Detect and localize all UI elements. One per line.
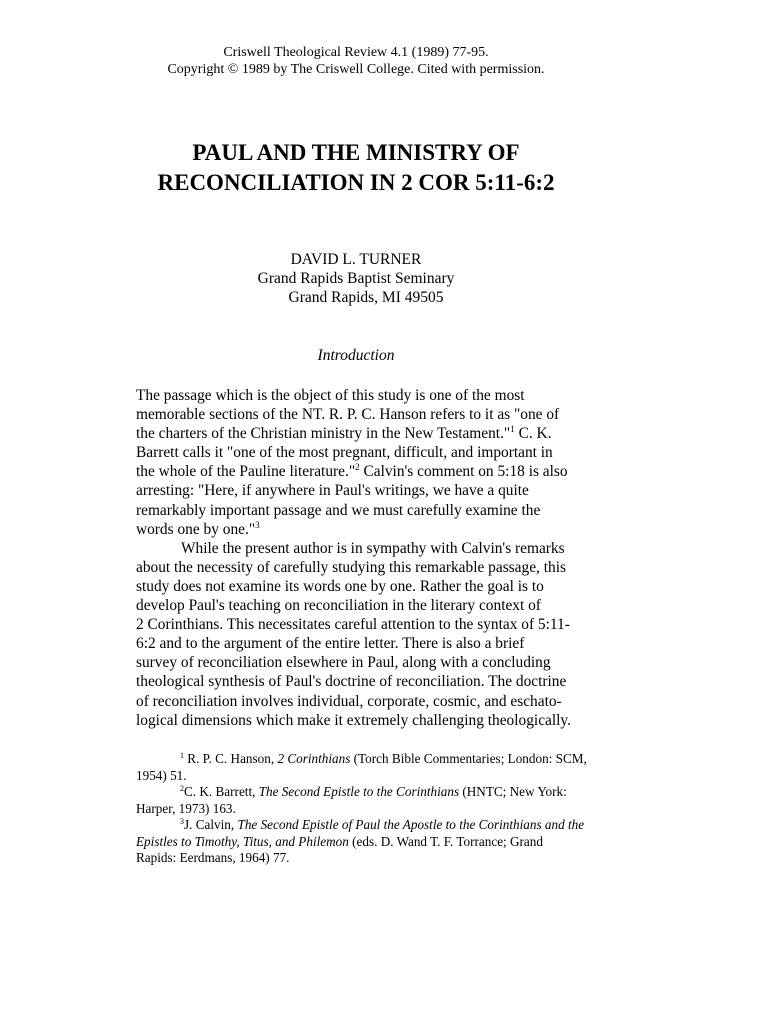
footnote-title: Epistles to Timothy, Titus, and Philemon (136, 833, 349, 849)
copyright-notice: Copyright © 1989 by The Criswell College. Cited with permission. (167, 62, 545, 77)
footnote-2 (136, 784, 616, 801)
body-line: 2 Corinthians. This necessitates careful attention to the syntax of 5:11- (136, 616, 570, 634)
footnote-number: 3 (180, 817, 184, 826)
article-title (0, 138, 712, 198)
author-institution: Grand Rapids Baptist Seminary (257, 270, 455, 287)
footnote-ref[interactable]: 1 (510, 424, 515, 435)
body-line: Barrett calls it "one of the most pregnant, difficult, and important in (136, 444, 553, 462)
body-line: The passage which is the object of this study is one of the most (136, 387, 525, 404)
title-line-2: RECONCILIATION IN 2 COR 5:11-6:2 (157, 170, 555, 195)
body-line (136, 424, 596, 443)
body-line (136, 520, 596, 539)
body-line: study does not examine its words one by one. Rather the goal is to (136, 577, 544, 595)
footnote-number: 1 (180, 751, 184, 760)
footnote-text: C. K. Barrett, (184, 784, 259, 799)
body-line: theological synthesis of Paul's doctrine of reconciliation. The doctrine (136, 673, 567, 691)
title-line-1: PAUL AND THE MINISTRY OF (192, 140, 520, 165)
body-line: arresting: "Here, if anywhere in Paul's writings, we have a quite (136, 482, 529, 500)
footnote-number: 2 (180, 784, 184, 793)
body-line: about the necessity of carefully studying this remarkable passage, this (136, 558, 566, 576)
footnotes (136, 751, 616, 867)
author-location: Grand Rapids, MI 49505 (288, 289, 444, 306)
footnote-ref[interactable]: 2 (355, 462, 360, 473)
body-text-segment: the whole of the Pauline literature." (136, 463, 356, 481)
footnote-title: 2 Corinthians (277, 751, 351, 766)
footnote-text: J. Calvin, (184, 817, 238, 832)
author-block (0, 250, 712, 307)
footnote-3 (136, 817, 616, 834)
body-text-segment: C. K. (514, 425, 552, 443)
body-line: 6:2 and to the argument of the entire letter. There is also a brief (136, 635, 525, 653)
body-line: logical dimensions which make it extremely challenging theologically. (136, 711, 571, 729)
journal-citation: Criswell Theological Review 4.1 (1989) 77-95. (223, 45, 489, 60)
footnote-2-cont: Harper, 1973) 163. (136, 800, 236, 816)
footnote-title: The Second Epistle of Paul the Apostle to the Corinthians and the (237, 817, 585, 832)
footnote-ref[interactable]: 3 (255, 519, 260, 530)
footnote-text: (HNTC; New York: (459, 784, 567, 799)
body-line: remarkably important passage and we must carefully examine the (136, 501, 541, 519)
footnote-title: The Second Epistle to the Corinthians (258, 784, 460, 799)
body-text-segment: the charters of the Christian ministry in the New Testament." (136, 425, 511, 443)
body-text-segment: Calvin's comment on 5:18 is also (359, 463, 568, 481)
body-line: While the present author is in sympathy with Calvin's remarks (181, 539, 565, 557)
footnote-text: R. P. C. Hanson, (184, 751, 278, 766)
section-heading: Introduction (317, 347, 395, 364)
body-text (136, 386, 596, 730)
body-line: memorable sections of the NT. R. P. C. Hanson refers to it as "one of (136, 406, 560, 424)
footnote-3-cont (136, 834, 616, 851)
body-line: develop Paul's teaching on reconciliation in the literary context of (136, 597, 541, 615)
footnote-text: (eds. D. Wand T. F. Torrance; Grand (348, 833, 543, 849)
footnote-1 (136, 751, 616, 768)
body-text-segment: words one by one." (136, 520, 256, 538)
footnote-3-end: Rapids: Eerdmans, 1964) 77. (136, 850, 290, 865)
footnote-1-cont: 1954) 51. (136, 767, 187, 783)
citation-header (0, 44, 712, 78)
body-line: survey of reconciliation elsewhere in Paul, along with a concluding (136, 654, 551, 672)
footnote-text: (Torch Bible Commentaries; London: SCM, (350, 751, 587, 766)
body-line: of reconciliation involves individual, corporate, cosmic, and eschato- (136, 692, 562, 710)
body-line (136, 462, 596, 481)
author-name: DAVID L. TURNER (290, 251, 422, 268)
